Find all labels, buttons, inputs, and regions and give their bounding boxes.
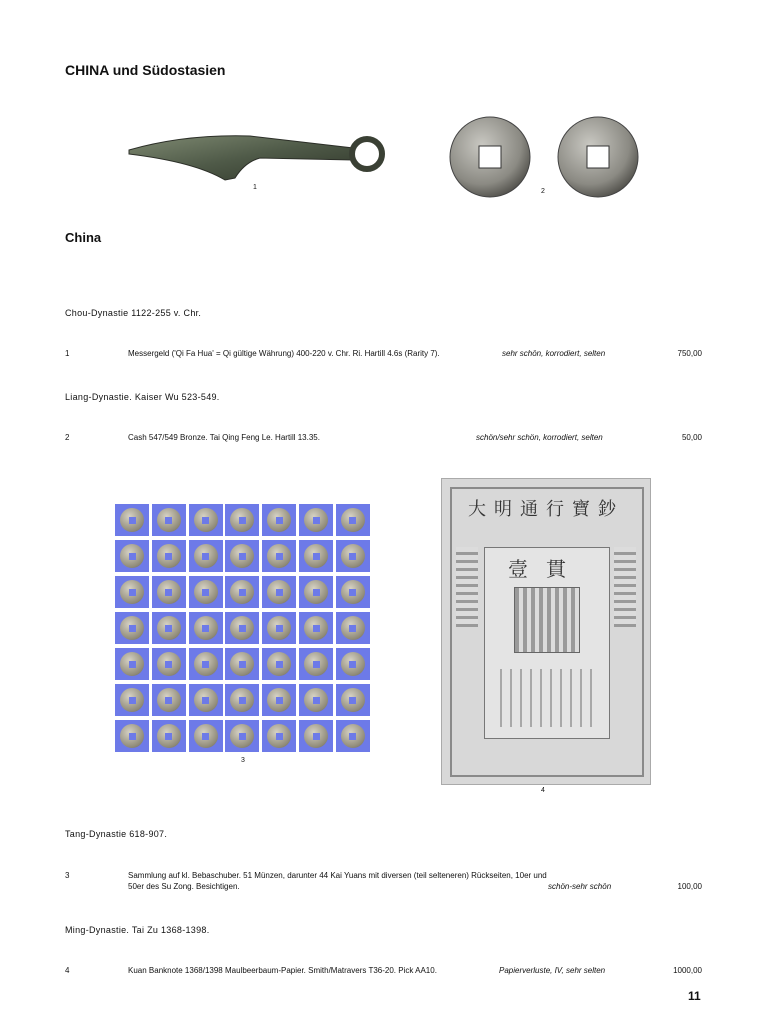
cash-coin-icon [120, 508, 144, 532]
coin-cell [262, 684, 296, 716]
page-number: 11 [688, 989, 701, 1003]
coin-cell [115, 684, 149, 716]
coin-cell [189, 720, 223, 752]
coin-cell [262, 648, 296, 680]
lot-description-line1: Sammlung auf kl. Bebaschuber. 51 Münzen, darunter 44 Kai Yuans mit diversen (teil selteneren) Rückseiten, 10er und [128, 871, 547, 880]
coin-cell [152, 684, 186, 716]
cash-coin-icon [194, 508, 218, 532]
banknote-inscription [500, 669, 592, 727]
coin-cell [115, 576, 149, 608]
coin-cell [299, 504, 333, 536]
caption-3: 3 [241, 757, 245, 764]
banknote-title: 大明通行寶鈔 [468, 499, 624, 520]
coin-cell [225, 684, 259, 716]
coin-cell [152, 648, 186, 680]
coin-cell [262, 540, 296, 572]
cash-coin-icon [304, 652, 328, 676]
cash-coin-icon [194, 652, 218, 676]
cash-coin-icon [230, 580, 254, 604]
cash-coin-icon [304, 616, 328, 640]
cash-coin-icon [157, 724, 181, 748]
lot-price: 50,00 [681, 433, 702, 442]
coin-cell [336, 684, 370, 716]
coin-cell [152, 540, 186, 572]
coin-cell [115, 720, 149, 752]
cash-coin-icon [120, 652, 144, 676]
coin-cell [189, 684, 223, 716]
lot-condition: schön-sehr schön [548, 882, 612, 891]
cash-coin-icon [267, 724, 291, 748]
coin-cell [189, 504, 223, 536]
subsection-title: China [65, 230, 102, 245]
cash-coin-icon [341, 724, 365, 748]
cash-coin-icon [230, 688, 254, 712]
banknote-cash-strings [514, 587, 580, 653]
cash-coin-icon [267, 580, 291, 604]
cash-coin-icon [304, 544, 328, 568]
coin-cell [189, 540, 223, 572]
cash-coin-icon [304, 580, 328, 604]
caption-4: 4 [541, 787, 545, 794]
coin-cell [152, 576, 186, 608]
lot-description: Messergeld ('Qi Fa Hua' = Qi gültige Währung) 400-220 v. Chr. Ri. Hartill 4.6s (Rarity 7). [128, 349, 440, 358]
coin-cell [225, 576, 259, 608]
coin-cell [336, 504, 370, 536]
cash-coin-icon [194, 616, 218, 640]
cash-coin-icon [120, 544, 144, 568]
cash-coin-icon [304, 508, 328, 532]
lot-description-line2: 50er des Su Zong. Besichtigen. [128, 882, 240, 891]
coin-cell [299, 720, 333, 752]
coin-cell [189, 648, 223, 680]
coin-cell [152, 612, 186, 644]
lot-number: 2 [65, 433, 70, 442]
caption-1: 1 [253, 184, 257, 191]
coin-collection-image [114, 503, 372, 755]
cash-coin-icon [120, 724, 144, 748]
cash-coin-icon [157, 652, 181, 676]
cash-coin-icon [267, 652, 291, 676]
banknote-right-border [614, 547, 636, 627]
coin-cell [299, 540, 333, 572]
lot-description: Kuan Banknote 1368/1398 Maulbeerbaum-Papier. Smith/Matravers T36-20. Pick AA10. [128, 966, 437, 975]
cash-coin-icon [230, 616, 254, 640]
coin-cell [225, 720, 259, 752]
coin-cell [299, 612, 333, 644]
cash-coin-icon [341, 508, 365, 532]
cash-coin-icon [341, 688, 365, 712]
cash-coin-icon [341, 616, 365, 640]
coin-cell [152, 720, 186, 752]
coin-cell [225, 612, 259, 644]
cash-coin-icon [157, 688, 181, 712]
cash-coin-icon [304, 688, 328, 712]
cash-coin-icon [341, 652, 365, 676]
cash-coin-icon [120, 580, 144, 604]
cash-coin-icon [267, 508, 291, 532]
cash-coin-icon [194, 688, 218, 712]
coin-cell [336, 720, 370, 752]
lot-price: 100,00 [677, 882, 702, 891]
lot-description: Cash 547/549 Bronze. Tai Qing Feng Le. Hartill 13.35. [128, 433, 320, 442]
coin-cell [262, 612, 296, 644]
cash-coins-image [448, 115, 644, 199]
section-title: CHINA und Südostasien [65, 62, 226, 78]
lot-condition: Papierverluste, IV, sehr selten [499, 966, 606, 975]
cash-coin-icon [157, 544, 181, 568]
lot-condition: schön/sehr schön, korrodiert, selten [476, 433, 603, 442]
cash-coin-icon [304, 724, 328, 748]
cash-coin-icon [157, 508, 181, 532]
coin-cell [189, 612, 223, 644]
coin-cell [299, 648, 333, 680]
lot-number: 3 [65, 871, 70, 880]
coin-cell [262, 576, 296, 608]
coin-cell [336, 576, 370, 608]
banknote-image [441, 478, 651, 785]
cash-coin-icon [194, 724, 218, 748]
cash-coin-icon [120, 688, 144, 712]
cash-coin-icon [120, 616, 144, 640]
dynasty-heading: Chou-Dynastie 1122-255 v. Chr. [65, 308, 202, 318]
coin-cell [115, 648, 149, 680]
cash-coin-icon [230, 508, 254, 532]
cash-coin-icon [194, 544, 218, 568]
dynasty-heading: Ming-Dynastie. Tai Zu 1368-1398. [65, 925, 210, 935]
coin-cell [262, 504, 296, 536]
cash-coin-icon [230, 724, 254, 748]
lot-number: 4 [65, 966, 70, 975]
lot-price: 1000,00 [673, 966, 702, 975]
coin-cell [225, 504, 259, 536]
coin-cell [299, 684, 333, 716]
coin-cell [115, 612, 149, 644]
knife-money-image [125, 128, 390, 188]
cash-coin-icon [267, 544, 291, 568]
coin-cell [336, 648, 370, 680]
lot-price: 750,00 [677, 349, 702, 358]
cash-coin-icon [230, 544, 254, 568]
coin-cell [336, 612, 370, 644]
caption-2: 2 [541, 188, 545, 195]
cash-coin-icon [267, 616, 291, 640]
coin-cell [152, 504, 186, 536]
coin-cell [225, 540, 259, 572]
coin-cell [336, 540, 370, 572]
cash-coin-icon [341, 544, 365, 568]
coin-cell [115, 504, 149, 536]
dynasty-heading: Liang-Dynastie. Kaiser Wu 523-549. [65, 392, 220, 402]
banknote-left-border [456, 547, 478, 627]
cash-coin-icon [157, 580, 181, 604]
lot-condition: sehr schön, korrodiert, selten [502, 349, 606, 358]
dynasty-heading: Tang-Dynastie 618-907. [65, 829, 168, 839]
coin-cell [115, 540, 149, 572]
banknote-value: 壹貫 [508, 557, 584, 581]
coin-cell [262, 720, 296, 752]
coin-cell [225, 648, 259, 680]
cash-coin-icon [341, 580, 365, 604]
cash-coin-icon [157, 616, 181, 640]
cash-coin-icon [230, 652, 254, 676]
coin-cell [189, 576, 223, 608]
cash-coin-icon [267, 688, 291, 712]
coin-cell [299, 576, 333, 608]
cash-coin-icon [194, 580, 218, 604]
lot-number: 1 [65, 349, 70, 358]
